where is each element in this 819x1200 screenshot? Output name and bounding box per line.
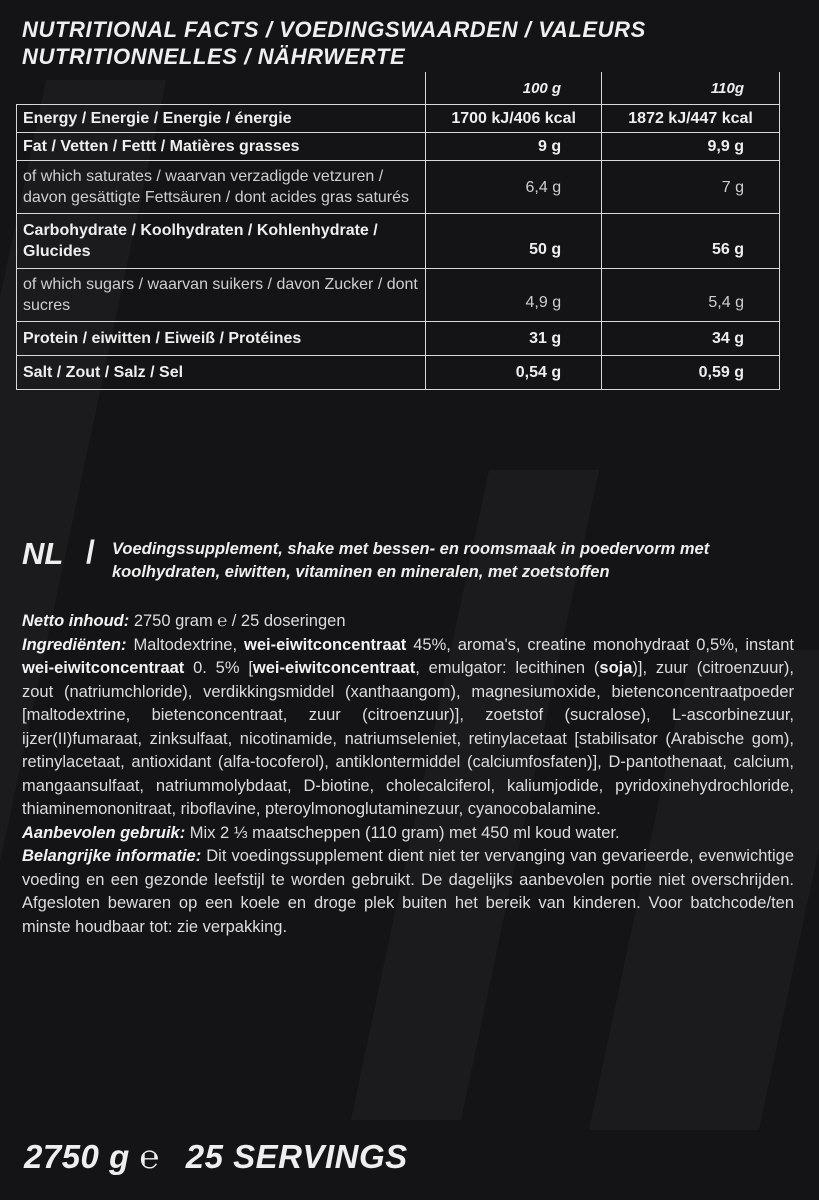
row-value-100g: 9 g <box>426 133 602 161</box>
row-label: Energy / Energie / Energie / énergie <box>17 105 426 133</box>
ingredients-text: )], zuur (citroenzuur), zout (natriumchloride), verdikkingsmiddel (xanthaangom), magnesiumoxide, bietenconcentraatpoeder [maltodextrine, bietenconcentraat, zuur (citroenzuur)], zoetstof (sucralose), L-ascorbinezuur, ijzer(II)fumaraat, zinksulfaat, nicotinamide, natriumseleniet, retinylacetaat [stabilisator (Arabische gom), retinylacetaat, antioxidant (alfa-tocoferol), antiklontermiddel (calciumfosfaten)], D-pantothenaat, calcium, mangaansulfaat, natriummolybdaat, D-biotine, cholecalciferol, kaliumjodide, pyridoxinehydrochloride, thiaminemononitraat, riboflavine, pteroylmonoglutaminezuur, cyanocobalamine. <box>22 659 794 818</box>
info-text: Dit voedingssupplement dient niet ter vervanging van gevarieerde, evenwichtige voeding en een gezonde leefstijl te worden gebruikt. De dagelijks aanbevolen portie niet overschrijden. Afgesloten bewaren op een koele en droge plek buiten het bereik van kinderen. Voor batchcode/ten minste houdbaar tot: zie verpakking. <box>22 847 794 936</box>
row-value-100g: 1700 kJ/406 kcal <box>426 105 602 133</box>
language-separator: / <box>86 534 95 570</box>
table-row-saturates <box>17 161 780 214</box>
usage-label: Aanbevolen gebruik: <box>22 823 186 842</box>
ingredients-text: 45%, aroma's, creatine monohydraat 0,5%, instant <box>413 635 794 654</box>
footer <box>24 1138 408 1176</box>
page-title: NUTRITIONAL FACTS / VOEDINGSWAARDEN / VALEURS NUTRITIONNELLES / NÄHRWERTE <box>22 17 646 69</box>
ingredients-label: Ingrediënten: <box>22 635 127 654</box>
info-paragraph <box>22 845 794 939</box>
table-row-fat <box>17 133 780 161</box>
product-description: Voedingssupplement, shake met bessen- en roomsmaak in poedervorm met koolhydraten, eiwitten, vitaminen en mineralen, met zoetstoffen <box>112 540 710 581</box>
ingredients-text: Maltodextrine, <box>133 635 238 654</box>
row-value-110g: 5,4 g <box>602 269 780 322</box>
net-content-value: 2750 gram ℮ / 25 doseringen <box>133 612 346 630</box>
row-value-100g: 31 g <box>426 322 602 356</box>
table-header-110g: 110g <box>602 72 780 105</box>
table-row-salt <box>17 356 780 390</box>
info-label: Belangrijke informatie: <box>22 847 202 865</box>
row-label: Protein / eiwitten / Eiweiß / Protéines <box>17 322 426 356</box>
row-value-110g: 34 g <box>602 322 780 356</box>
language-code: NL <box>22 536 64 571</box>
product-details <box>22 610 794 939</box>
row-label: Fat / Vetten / Fettt / Matières grasses <box>17 133 426 161</box>
allergen-text: wei-eiwitconcentraat <box>22 659 185 677</box>
nutrition-table <box>16 72 780 390</box>
allergen-text: wei-eiwitconcentraat <box>252 659 416 677</box>
row-value-110g: 56 g <box>602 214 780 269</box>
row-label: of which saturates / waarvan verzadigde vetzuren / davon gesättigte Fettsäuren / dont acides gras saturés <box>17 161 426 214</box>
row-value-100g: 50 g <box>426 214 602 269</box>
table-row-protein <box>17 322 780 356</box>
net-content-line <box>22 610 794 634</box>
ingredients-text: 0. 5% [ <box>193 659 253 677</box>
net-weight: 2750 g ℮ <box>24 1138 160 1175</box>
row-value-110g: 7 g <box>602 161 780 214</box>
table-row-energy <box>17 105 780 133</box>
usage-text: Mix 2 ⅓ maatscheppen (110 gram) met 450 ml koud water. <box>189 823 620 842</box>
row-value-100g: 0,54 g <box>426 356 602 390</box>
net-content-label: Netto inhoud: <box>22 612 130 630</box>
row-value-100g: 6,4 g <box>426 161 602 214</box>
row-value-100g: 4,9 g <box>426 269 602 322</box>
ingredients-paragraph <box>22 634 794 822</box>
allergen-text: wei-eiwitconcentraat <box>244 635 407 654</box>
ingredients-text: , emulgator: lecithinen ( <box>415 659 600 677</box>
row-label: of which sugars / waarvan suikers / davon Zucker / dont sucres <box>17 269 426 322</box>
table-header-row <box>17 72 780 105</box>
row-label: Carbohydrate / Koolhydraten / Kohlenhydrate / Glucides <box>17 214 426 269</box>
table-header-100g: 100 g <box>426 72 602 105</box>
row-label: Salt / Zout / Salz / Sel <box>17 356 426 390</box>
servings-count: 25 SERVINGS <box>185 1138 408 1175</box>
row-value-110g: 0,59 g <box>602 356 780 390</box>
usage-paragraph <box>22 822 794 846</box>
table-row-sugars <box>17 269 780 322</box>
table-header-label <box>17 72 426 105</box>
row-value-110g: 9,9 g <box>602 133 780 161</box>
allergen-text: soja <box>599 659 633 677</box>
row-value-110g: 1872 kJ/447 kcal <box>602 105 780 133</box>
table-row-carbohydrate <box>17 214 780 269</box>
